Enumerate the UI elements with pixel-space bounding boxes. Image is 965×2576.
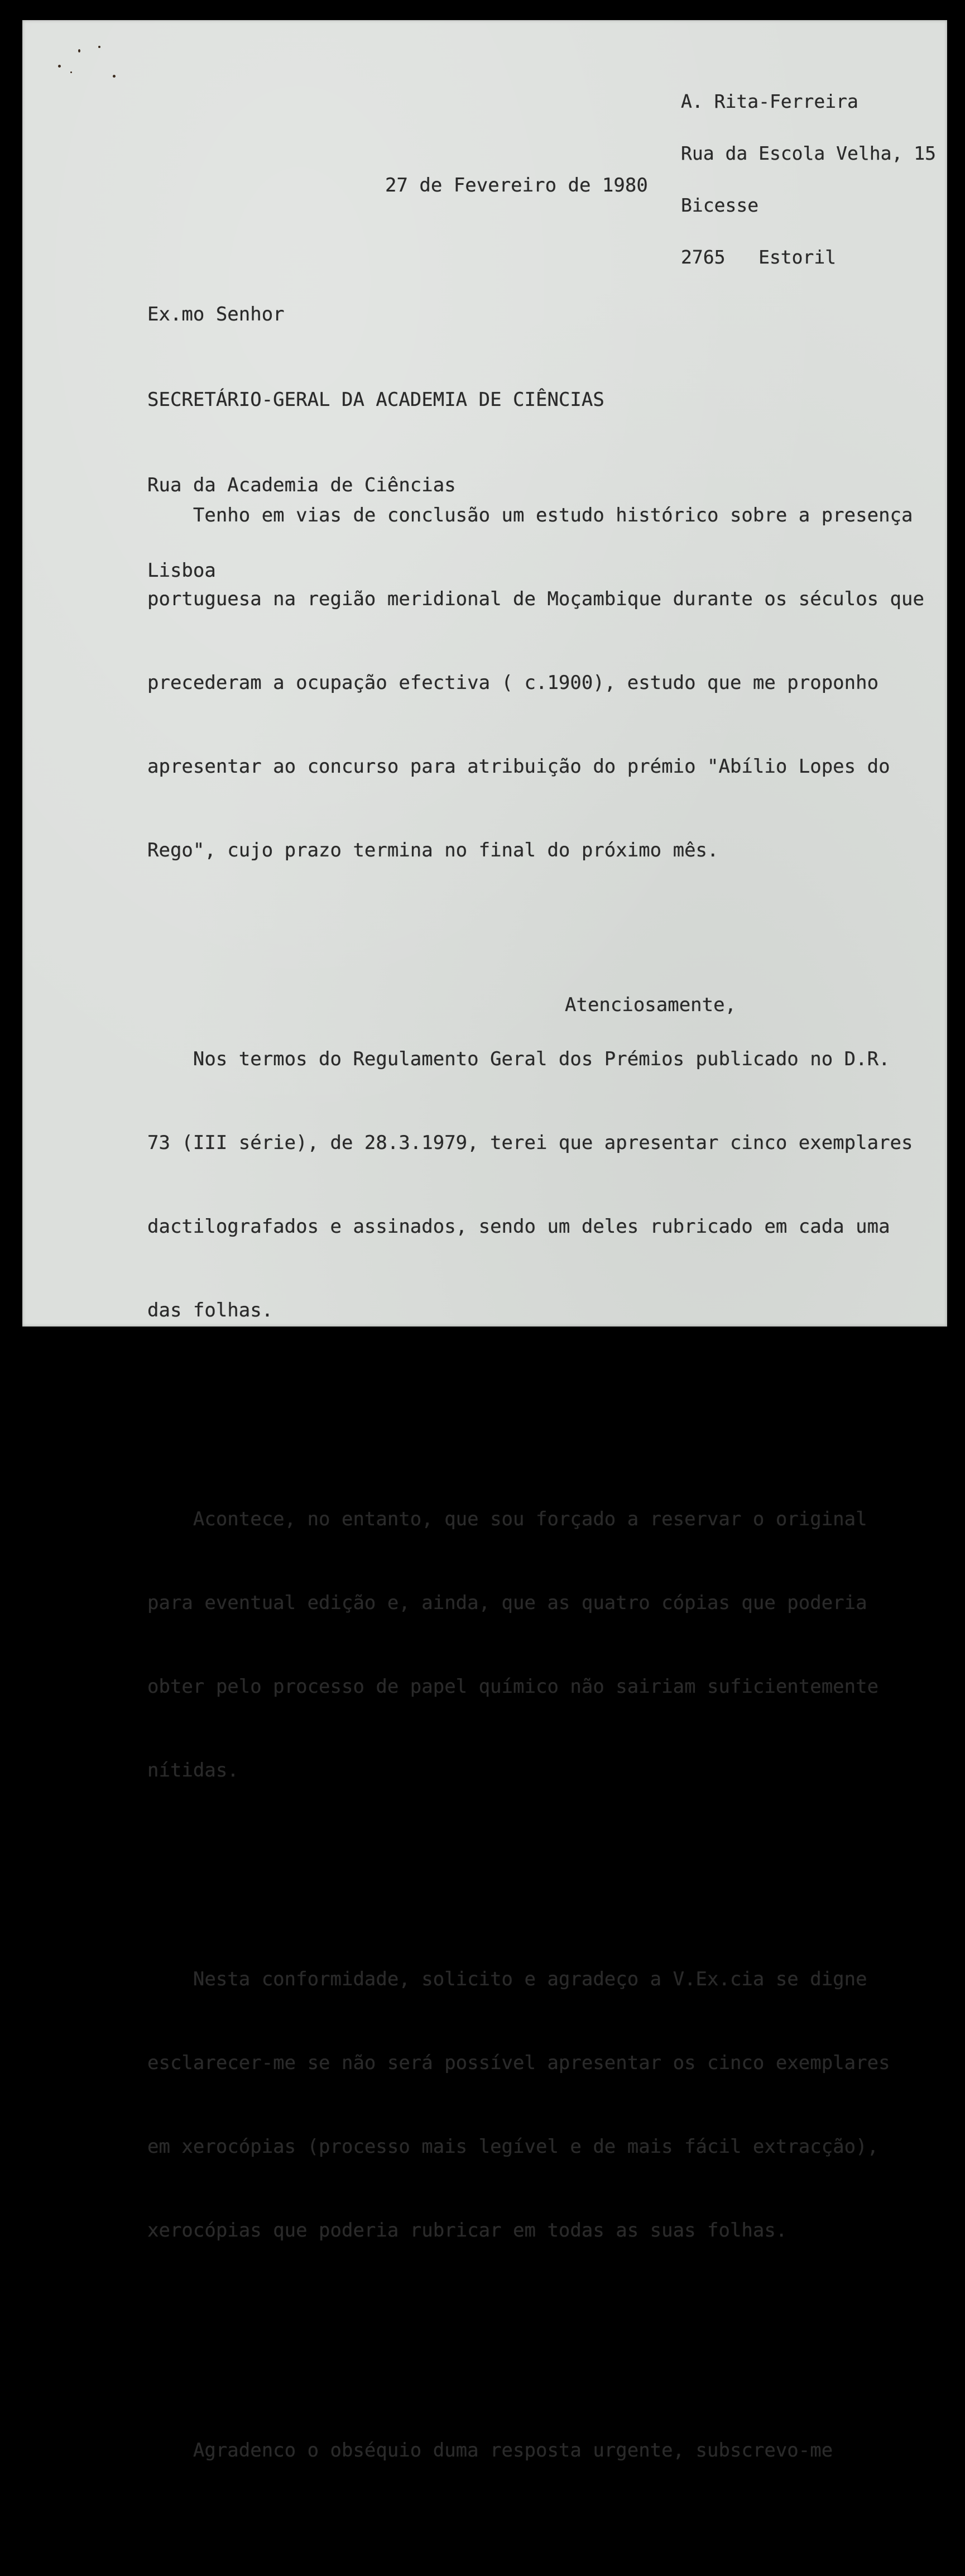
recipient-salutation: Ex.mo Senhor: [147, 303, 285, 325]
body-line: portuguesa na região meridional de Moçambique durante os séculos que: [147, 588, 924, 610]
body-line: das folhas.: [147, 1299, 273, 1321]
body-line: em xerocópias (processo mais legível e de mais fácil extracção),: [147, 2136, 879, 2158]
sender-name: A. Rita-Ferreira: [681, 90, 858, 112]
body-line: Acontece, no entanto, que sou forçado a reservar o original: [147, 1508, 867, 1530]
body-line: apresentar ao concurso para atribuição do prémio "Abílio Lopes do: [147, 755, 890, 778]
sender-locality: Bicesse: [681, 194, 759, 216]
recipient-street: Rua da Academia de Ciências: [147, 474, 456, 496]
paragraph-1: [147, 446, 924, 920]
body-line: 73 (III série), de 28.3.1979, terei que apresentar cinco exemplares: [147, 1132, 913, 1154]
sender-address: [681, 58, 936, 300]
paragraph-2: [147, 989, 924, 1380]
body-line: Rego", cujo prazo termina no final do próximo mês.: [147, 839, 719, 861]
letter-closing: Atenciosamente,: [565, 994, 737, 1016]
body-line: xerocópias que poderia rubricar em todas as suas folhas.: [147, 2219, 788, 2242]
body-line: para eventual edição e, ainda, que as quatro cópias que poderia: [147, 1592, 867, 1614]
sender-street: Rua da Escola Velha, 15: [681, 142, 936, 164]
sender-postal: 2765 Estoril: [681, 246, 837, 268]
body-line: precederam a ocupação efectiva ( c.1900), estudo que me proponho: [147, 672, 879, 694]
body-line: esclarecer-me se não será possível apresentar os cinco exemplares: [147, 2052, 890, 2074]
body-line: dactilografados e assinados, sendo um deles rubricado em cada uma: [147, 1215, 890, 1238]
body-line: Tenho em vias de conclusão um estudo histórico sobre a presença: [147, 504, 913, 526]
body-line: obter pelo processo de papel químico não sairiam suficientemente: [147, 1675, 879, 1698]
recipient-city: Lisboa: [147, 559, 216, 582]
body-line: Nos termos do Regulamento Geral dos Prémios publicado no D.R.: [147, 1048, 890, 1070]
letter-date: 27 de Fevereiro de 1980: [385, 174, 648, 197]
letter-body: [147, 390, 924, 2576]
body-line: Nesta conformidade, solicito e agradeço a V.Ex.cia se digne: [147, 1968, 867, 1990]
body-line: Agradenco o obséquio duma resposta urgente, subscrevo-me: [147, 2439, 833, 2462]
paragraph-5: [147, 2381, 924, 2520]
body-line: nítidas.: [147, 1759, 239, 1782]
paragraph-3: [147, 1449, 924, 1840]
paragraph-4: [147, 1909, 924, 2300]
letter-page: [22, 20, 947, 2462]
recipient-title: SECRETÁRIO-GERAL DA ACADEMIA DE CIÊNCIAS: [147, 389, 604, 411]
